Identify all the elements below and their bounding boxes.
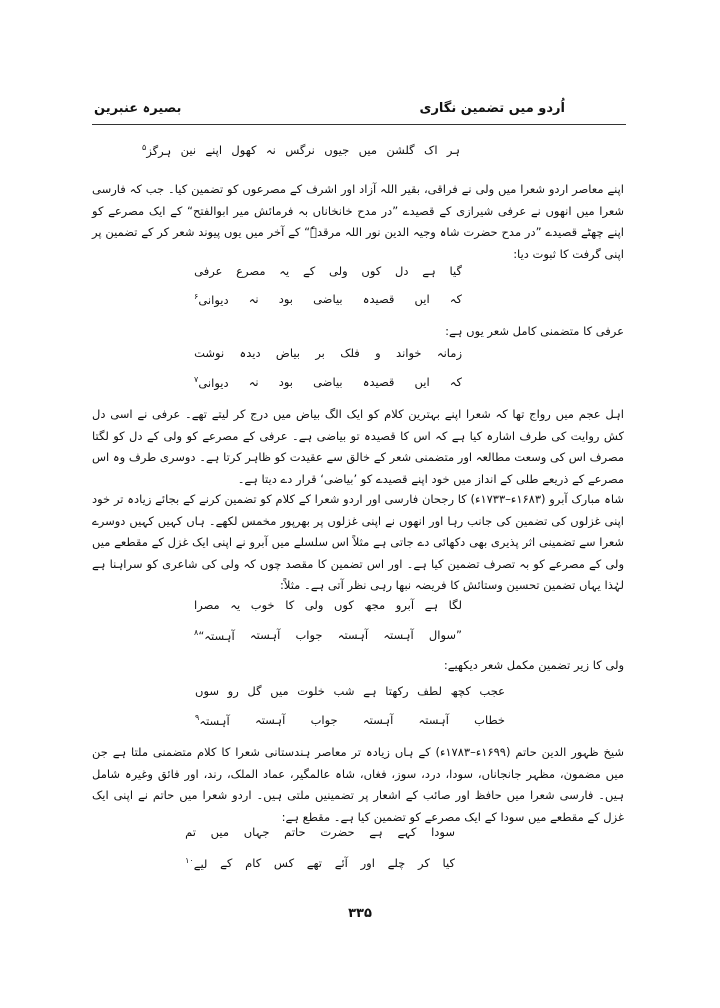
verse-word: لگا <box>448 598 462 612</box>
verse-line <box>142 143 460 158</box>
verse-word: مجھ <box>364 598 386 612</box>
verse-word: آہستہ <box>383 628 414 642</box>
verse-word: کے <box>303 264 316 278</box>
verse-word: کھول <box>231 143 257 157</box>
verse-word: جواب <box>295 628 323 642</box>
verse-word: حاتم <box>284 825 306 839</box>
verse-line <box>194 628 462 643</box>
running-header-author: بصیرہ عنبرین <box>94 101 182 116</box>
verse-word: گیا <box>449 264 462 278</box>
verse-word: کا <box>285 598 295 612</box>
verse-word: بر <box>315 346 325 360</box>
verse-word: قصیدہ <box>362 375 395 389</box>
verse-word: کوں <box>333 598 354 612</box>
verse-word: ہے <box>363 684 377 698</box>
verse-word: رکھتا <box>385 684 409 698</box>
paragraph: شاہ مبارک آبرو (۱۶۸۳ء–۱۷۳۳ء) کا رجحان فارسی اور اردو شعرا کے کلام کو تضمین کرنے کے بجائے زیادہ تر خود اپنی غزلوں کی تضمین کی جانب رہا اور انھوں نے اپنی غزلوں پر بھرپور مخمس لکھے۔ ہاں کہیں کہیں دوسرے شعرا سے تضمینی اثر پذیری بھی دکھائی دے جاتی ہے مثلاً اس سلسلے میں آبرو نے اپنی ایک غزل کے مقطعے میں ولی کے مصرعے کو بہ تصرف تضمین کیا ہے۔ اور اس تضمین کا مقصد چوں کہ ولی کی شاعری کو سراہنا ہے لہٰذا یہاں تضمین تحسین وستائش کا فریضہ نبھا رہی نظر آتی ہے۔ مثلاً: <box>92 492 624 592</box>
verse-word: بود <box>278 292 293 306</box>
verse-word: خواند <box>396 346 422 360</box>
verse-word: گل <box>247 684 262 698</box>
paragraph: شیخ ظہور الدین حاتم (۱۶۹۹ء–۱۷۸۳ء) کے ہاں زیادہ تر معاصر ہندستانی شعرا کا کلام متضمنی ملتا ہے جن میں مضمون، مظہر جانجاناں، سودا، درد، سوز، فغاں، شاہ عالمگیر، عماد الملک، رند، اور فائق وغیرہ شامل ہیں۔ فارسی شعرا میں حافظ اور صائب کے اشعار پر تضمینیں ملتی ہیں۔ اردو شعرا میں حاتم نے اپنی ایک غزل کے مقطعے میں سودا کے ایک مصرعے کو تضمین کیا ہے۔ مقطع ہے: <box>92 745 624 824</box>
verse-word: مصرع <box>236 264 266 278</box>
verse-word: نہ <box>248 292 259 306</box>
verse-word: آہستہ <box>362 713 394 727</box>
verse-word: جہاں <box>243 825 270 839</box>
verse-word: اور <box>360 856 375 870</box>
verse-word: آہستہ <box>249 628 281 642</box>
verse-word: ”سوال <box>428 628 462 642</box>
verse-word: ہے <box>422 264 436 278</box>
verse-line <box>194 598 462 612</box>
verse-word: دیوانی۷ <box>194 375 229 390</box>
verse-word: نین <box>180 143 197 157</box>
verse-line <box>194 292 462 307</box>
verse-word: کہ <box>449 292 462 306</box>
verse-word: کوں <box>361 264 382 278</box>
verse-word: یہ <box>230 598 241 612</box>
paragraph: اپنے معاصر اردو شعرا میں ولی نے فراقی، بقیر اللہ آزاد اور اشرف کے مصرعوں کو تضمین کیا۔ جب کہ فارسی شعرا میں انھوں نے عرفی شیرازی کے قصیدے ”در مدح خانخاناں بہ فرمائش میر ابوالفتح“ کے ایک مصرعے کو اپنے چھٹے قصیدے ”در مدح حضرت شاہ وجیہ الدین نور اللہ مرقدہٗ“ کے آخر میں یوں پیوند شعر کر کے تضمین پر اپنی گرفت کا ثبوت دیا: <box>92 182 624 261</box>
verse-word: آبرو <box>395 598 415 612</box>
verse-word: رو <box>227 684 239 698</box>
verse-word: نہ <box>265 143 276 157</box>
verse-word: خلوت <box>297 684 325 698</box>
verse-line <box>194 264 462 278</box>
verse-line <box>195 684 505 698</box>
verse-word: فلک <box>340 346 360 360</box>
verse-word: حضرت <box>320 825 355 839</box>
verse-word: ایں <box>414 375 430 389</box>
verse-word: بیاضی <box>313 375 343 389</box>
verse-word: سودا <box>431 825 455 839</box>
verse-line <box>194 375 462 390</box>
page-number: ۳۳۵ <box>348 906 372 921</box>
verse-word: ہر <box>446 143 460 157</box>
verse-line <box>185 856 455 871</box>
verse-word: آہستہ <box>254 713 286 727</box>
verse-word: ایں <box>414 292 430 306</box>
verse-word: نہ <box>248 375 259 389</box>
verse-word: زمانہ <box>436 346 462 360</box>
verse-word: شب <box>333 684 355 698</box>
verse-word: خوب <box>250 598 275 612</box>
verse-word: بیاضی <box>313 292 343 306</box>
verse-word: ہے <box>424 598 439 612</box>
verse-line <box>195 713 505 728</box>
verse-word: بیاض <box>275 346 300 360</box>
paragraph: ولی کا زیر تضمین مکمل شعر دیکھیے: <box>443 658 624 672</box>
footnote-marker: ۷ <box>194 375 199 384</box>
verse-word: کہ <box>449 375 462 389</box>
verse-word: نوشت <box>194 346 225 360</box>
verse-word: بود <box>278 375 293 389</box>
verse-word: نرگس <box>285 143 315 157</box>
verse-word: آہستہ“۸ <box>194 628 235 643</box>
paragraph: عرفی کا متضمنی کامل شعر یوں ہے: <box>445 324 624 338</box>
verse-word: اک <box>424 143 438 157</box>
verse-line <box>185 825 455 839</box>
verse-word: دیوانی۶ <box>194 292 229 307</box>
verse-word: کام <box>245 856 262 870</box>
verse-word: مصرا <box>194 598 220 612</box>
verse-word: کے <box>220 856 233 870</box>
verse-word: لطف <box>417 684 442 698</box>
verse-word: خطاب <box>474 713 505 727</box>
verse-word: و <box>375 346 381 360</box>
verse-word: کس <box>273 856 295 870</box>
paragraph: اہل عجم میں رواج تھا کہ شعرا اپنے بہترین کلام کو ایک الگ بیاض میں درج کر لیتے تھے۔ عرفی نے اسی دل کش روایت کی طرف اشارہ کیا ہے کہ اس کا قصیدہ تو بیاضی ہے۔ عرفی کے مصرعے کو ولی کے دل کو لگتا مصرف اس کی وسعت مطالعہ اور متضمنی شعر کے خالق سے عقیدت کو ظاہر کرتا ہے۔ دوسری طرف وہ اس مصرعے کے ذریعے طلی کے انداز میں خود اپنے قصیدے کو ’بیاضی‘ قرار دے دیتا ہے۔ <box>91 407 624 486</box>
verse-word: ولی <box>328 264 348 278</box>
footnote-marker: ۱۰ <box>185 856 194 865</box>
verse-word: تم <box>185 825 196 839</box>
verse-word: یہ <box>279 264 290 278</box>
running-header-title: اُردو میں تضمین نگاری <box>419 101 565 116</box>
footnote-marker: ۶ <box>194 292 199 301</box>
verse-word: جیوں <box>324 143 350 157</box>
verse-word: آئے <box>334 856 348 870</box>
verse-line <box>194 346 462 360</box>
verse-word: عجب <box>479 684 505 698</box>
verse-word: لیے۱۰ <box>185 856 208 871</box>
verse-word: کہے <box>397 825 417 839</box>
verse-word: ولی <box>304 598 324 612</box>
verse-word: ہے <box>369 825 383 839</box>
verse-word: اپنے <box>205 143 223 157</box>
verse-word: جواب <box>310 713 338 727</box>
verse-word: کر <box>418 856 430 870</box>
footnote-marker: ۵ <box>142 143 147 152</box>
verse-word: سوں <box>195 684 220 698</box>
verse-word: قصیدہ <box>362 292 395 306</box>
verse-word: کیا <box>442 856 455 870</box>
footnote-marker: ۸ <box>194 628 199 637</box>
verse-word: دل <box>395 264 409 278</box>
verse-word: گلشن <box>386 143 415 157</box>
verse-word: دیدہ <box>239 346 261 360</box>
verse-word: آہستہ <box>337 628 369 642</box>
verse-word: چلے <box>387 856 406 870</box>
verse-word: آہستہ <box>418 713 449 727</box>
verse-word: میں <box>210 825 229 839</box>
verse-word: میں <box>358 143 377 157</box>
verse-word: تھے <box>306 856 323 870</box>
verse-word: ہرگز۵ <box>142 143 172 158</box>
verse-word: عرفی <box>194 264 223 278</box>
footnote-marker: ۹ <box>195 713 200 722</box>
verse-word: آہستہ۹ <box>195 713 230 728</box>
verse-word: کچھ <box>450 684 471 698</box>
header-rule <box>92 124 626 125</box>
verse-word: میں <box>270 684 289 698</box>
